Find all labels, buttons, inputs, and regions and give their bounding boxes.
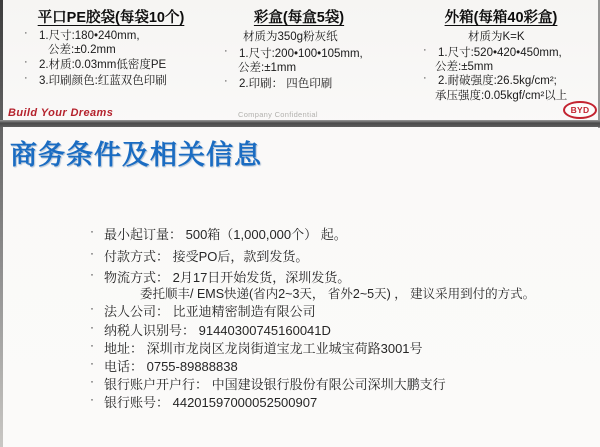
- business-item-tax-id: [90, 320, 331, 339]
- spec-text: 1.尺寸:200•100•105mm,: [239, 48, 363, 60]
- spec-line: [48, 41, 116, 57]
- bullet-icon: ·: [90, 374, 94, 388]
- spec-text: 2.耐破强度:26.5kg/cm²;: [438, 75, 557, 87]
- business-item-legal-entity: [90, 301, 316, 320]
- bullet-icon: ·: [423, 44, 427, 56]
- business-item-min-order: [90, 224, 347, 243]
- bullet-icon: ·: [90, 224, 94, 238]
- business-item-text: 电话： 0755-89888838: [104, 359, 238, 374]
- business-item-text: 付款方式： 接受PO后，款到发货。: [104, 249, 309, 264]
- spec-line: [24, 72, 167, 88]
- bullet-icon: ·: [90, 246, 94, 260]
- spec-line: [238, 59, 296, 75]
- spec-line: [423, 72, 557, 88]
- business-item-logistics-note: [140, 284, 535, 302]
- spec-column2-title: 彩盒(每盒5袋): [253, 10, 345, 26]
- business-item-text: 纳税人识别号： 91440300745160041D: [104, 323, 331, 338]
- business-item-phone: [90, 356, 238, 375]
- spec-text: 2.印刷： 四色印刷: [239, 78, 333, 90]
- spec-text: 1.尺寸:520•420•450mm,: [438, 47, 562, 59]
- spec-text: 公差:±1mm: [238, 62, 297, 74]
- bullet-icon: ·: [24, 27, 28, 39]
- business-item-text: 最小起订量： 500箱（1,000,000个） 起。: [104, 227, 347, 242]
- spec-line: [468, 28, 525, 44]
- bullet-icon: ·: [90, 338, 94, 352]
- slide-divider-bar: [0, 120, 600, 127]
- spec-text: 3.印刷颜色:红蓝双色印刷: [39, 75, 167, 87]
- bullet-icon: ·: [224, 75, 228, 87]
- spec-line: [435, 87, 567, 103]
- business-item-payment: [90, 246, 308, 265]
- business-item-text: 银行账户开户行： 中国建设银行股份有限公司深圳大鹏支行: [104, 377, 446, 392]
- business-item-bank-account: [90, 392, 317, 411]
- confidential-label: Company Confidential: [238, 110, 318, 119]
- spec-text: 1.尺寸:180•240mm,: [39, 30, 140, 42]
- bullet-icon: ·: [24, 56, 28, 68]
- spec-line: [24, 56, 166, 72]
- business-item-text: 法人公司： 比亚迪精密制造有限公司: [104, 304, 316, 319]
- bullet-icon: ·: [224, 45, 228, 57]
- spec-text: 材质为350g粉灰纸: [243, 31, 338, 43]
- spec-column3-title: 外箱(每箱40彩盒): [444, 10, 558, 26]
- bullet-icon: ·: [423, 72, 427, 84]
- business-item-address: [90, 338, 423, 357]
- bullet-icon: ·: [90, 356, 94, 370]
- byd-slogan: Build Your Dreams: [8, 107, 114, 119]
- byd-logo: BYD: [563, 101, 597, 119]
- spec-column1-title: 平口PE胶袋(每袋10个): [37, 10, 185, 26]
- spec-text: 材质为K=K: [468, 31, 525, 43]
- spec-text: 公差:±0.2mm: [48, 44, 116, 56]
- spec-line: [224, 75, 332, 91]
- bullet-icon: ·: [90, 320, 94, 334]
- spec-text: 承压强度:0.05kgf/cm²以上: [435, 90, 568, 102]
- spec-text: 公差:±5mm: [435, 61, 494, 73]
- business-item-bank-branch: [90, 374, 446, 393]
- business-item-text: 地址： 深圳市龙岗区龙岗街道宝龙工业城宝荷路3001号: [104, 341, 423, 356]
- business-item-text: 物流方式： 2月17日开始发货，深圳发货。: [104, 270, 351, 285]
- bullet-icon: ·: [90, 392, 94, 406]
- spec-line: [243, 28, 338, 44]
- bullet-icon: ·: [24, 72, 28, 84]
- business-slide-title: 商务条件及相关信息: [10, 140, 262, 170]
- business-item-text: 委托顺丰/ EMS快递(省内2~3天， 省外2~5天) ， 建议采用到付的方式。: [140, 287, 536, 301]
- left-edge-artifact: [0, 0, 3, 447]
- business-item-text: 银行账号： 44201597000052500907: [104, 395, 318, 410]
- bullet-icon: ·: [90, 267, 94, 281]
- spec-text: 2.材质:0.03mm低密度PE: [39, 59, 167, 71]
- bullet-icon: ·: [90, 301, 94, 315]
